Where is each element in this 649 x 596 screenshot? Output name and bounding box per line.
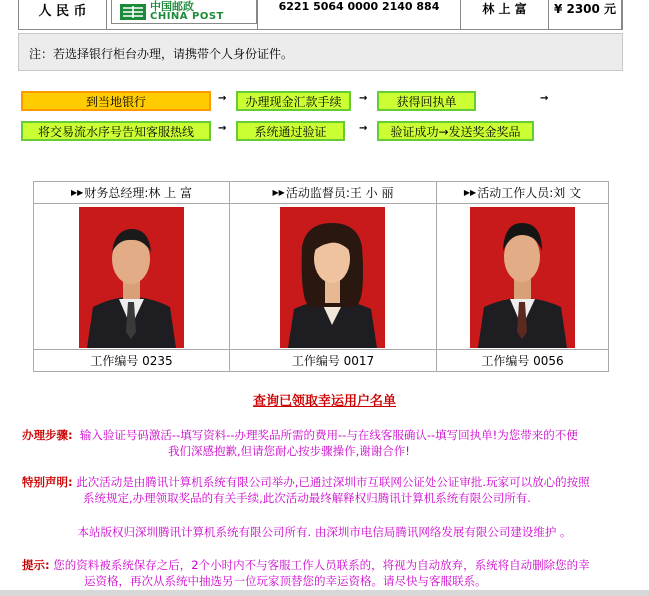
staff-title: 活动监督员:王 小 丽 [285,186,394,200]
flow-step-receipt: 获得回执单 [377,91,476,111]
staff-card [229,182,437,371]
staff-photo [79,207,184,348]
play-arrow-icon: ▶▶ [71,188,84,197]
arrow-icon: → [359,93,368,104]
arrow-icon: → [359,123,368,134]
tip-text-line2: 运资格，再次从系统中抽选另一位玩家顶替您的幸运资格。请尽快与客服联系。 [84,574,487,588]
bank-logo-cell [107,0,257,29]
staff-title: 活动工作人员:刘 文 [477,186,582,200]
account-number: 6221 5064 0000 2140 884 [257,0,461,29]
note-text: 注：若选择银行柜台办理，请携带个人身份证件。 [29,47,294,61]
declaration-text-line2: 系统规定,办理领取奖品的有关手续,此次活动最终解释权归腾讯计算机系统有限公司所有. [83,491,531,505]
staff-table [33,181,609,372]
winners-list-link[interactable]: 查询已领取幸运用户名单 [252,394,396,409]
note-box [18,33,623,71]
staff-card [34,182,229,371]
arrow-icon: → [540,93,549,104]
steps-label: 办理步骤: [22,428,73,442]
amount: ¥ 2300 元 [549,0,622,29]
flow-step-remittance: 办理现金汇款手续 [236,91,351,111]
china-post-logo-text: 中国邮政 CHINA POST [150,0,224,22]
arrow-icon: → [218,123,227,134]
play-arrow-icon: ▶▶ [272,188,285,197]
staff-badge: 工作编号 0235 [34,349,229,371]
play-arrow-icon: ▶▶ [463,188,477,197]
staff-title: 财务总经理:林 上 富 [84,186,192,200]
staff-card [437,182,608,371]
staff-badge: 工作编号 0056 [437,349,608,371]
staff-photo [280,207,385,348]
steps-text-line1: 输入验证号码激活--填写资料--办理奖品所需的费用--与在线客服确认--填写回执单!为您带来的不便 [79,428,578,442]
copyright-text: 本站版权归深圳腾讯计算机系统有限公司所有. 由深圳市电信局腾讯网络发展有限公司建设维护 。 [77,525,572,539]
account-info-row [18,0,623,30]
flow-step-hotline: 将交易流水序号告知客服热线 [21,121,211,141]
currency-cell: 人 民 币 [19,0,107,29]
bottom-scrollbar[interactable] [0,590,649,596]
tip-paragraph [22,557,628,589]
steps-paragraph [22,427,628,459]
china-post-logo-icon [120,4,146,20]
declaration-text-line1: 此次活动是由腾讯计算机系统有限公司举办,已通过深圳市互联网公证处公证审批.玩家可以放心的按照 [76,475,590,489]
declaration-label: 特别声明: [22,475,73,489]
tip-text-line1: 您的资料被系统保存之后，2个小时内不与客服工作人员联系的，将视为自动放弃，系统将自动删除您的幸 [53,558,590,572]
arrow-icon: → [218,93,227,104]
staff-photo [470,207,575,348]
tip-label: 提示: [22,558,50,572]
steps-text-line2: 我们深感抱歉,但请您耐心按步骤操作,谢谢合作! [168,444,410,458]
account-holder: 林 上 富 [461,0,549,29]
flow-step-verify: 系统通过验证 [236,121,345,141]
declaration-paragraph [22,474,628,506]
staff-badge: 工作编号 0017 [230,349,436,371]
flow-step-success: 验证成功→发送奖金奖品 [377,121,534,141]
flow-step-local-bank: 到当地银行 [21,91,211,111]
